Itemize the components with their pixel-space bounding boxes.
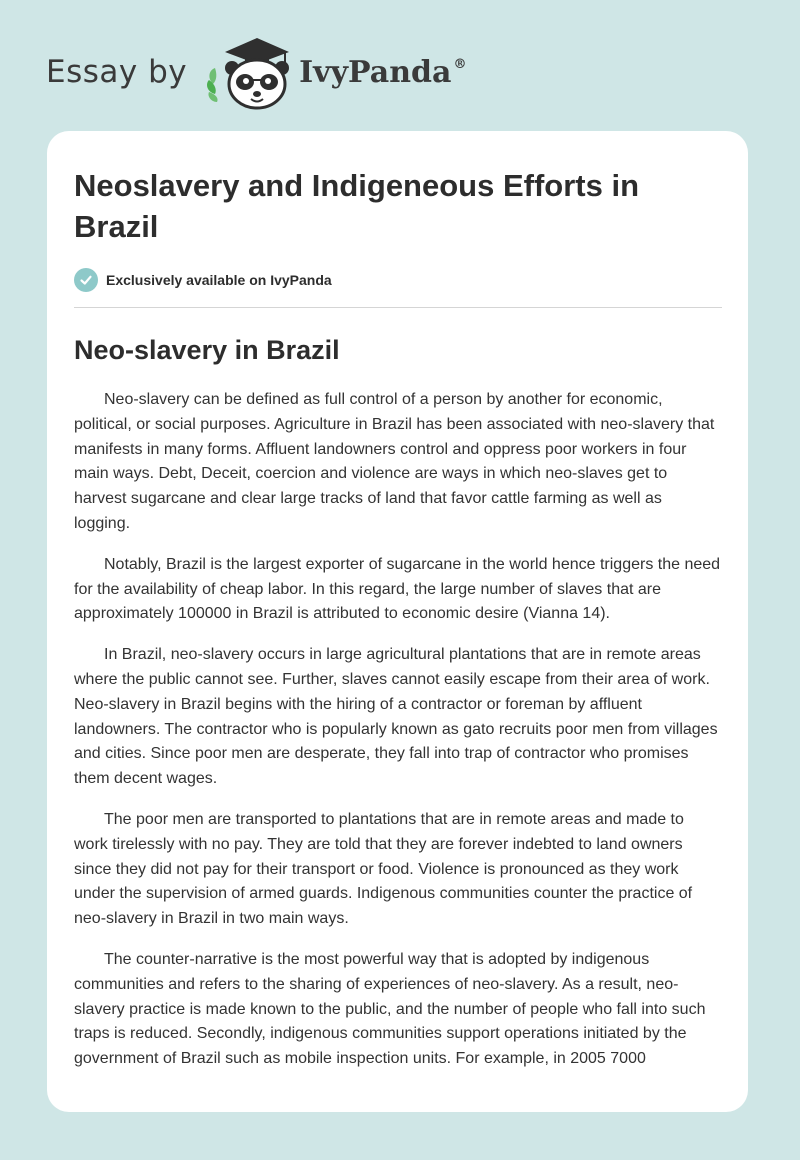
essay-title: Neoslavery and Indigeneous Efforts in Brazil	[74, 168, 640, 244]
essay-body	[74, 388, 722, 1072]
exclusive-label: Exclusively available on IvyPanda	[106, 272, 332, 288]
site-header	[46, 32, 466, 112]
paragraph: Neo-slavery can be defined as full control of a person by another for economic, political, or social purposes. Agriculture in Brazil has been associated with neo-slavery that manifests in many forms. Affluent landowners control and oppress poor workers in four main ways. Debt, Deceit, coercion and violence are ways in which neo-slaves get to harvest sugarcane and clear large tracks of land that favor cattle farming as well as logging.	[74, 391, 715, 532]
registered-mark: ®	[453, 56, 467, 72]
exclusive-badge	[74, 268, 722, 292]
paragraph: The poor men are transported to plantations that are in remote areas and made to work tirelessly with no pay. They are told that they are forever indebted to land owners since they did not pay for their transport or food. Violence is pronounced as they work under the supervision of armed guards. Indigenous communities counter the practice of neo-slavery in Brazil in two main ways.	[74, 810, 693, 928]
essay-card	[47, 131, 748, 1112]
paragraph: Notably, Brazil is the largest exporter of sugarcane in the world hence triggers the need for the availability of cheap labor. In this regard, the large number of slaves that are approximately 100000 in Brazil is attributed to economic desire (Vianna 14).	[74, 555, 721, 623]
paragraph: The counter-narrative is the most powerful way that is adopted by indigenous communities and refers to the sharing of experiences of neo-slavery. As a result, neo-slavery practice is made known to the public, and the number of people who fall into such traps is reduced. Secondly, indigenous communities support operations initiated by the government of Brazil such as mobile inspection units. For example, in 2005 7000	[74, 950, 706, 1068]
check-icon	[74, 268, 98, 292]
section-heading: Neo-slavery in Brazil	[74, 335, 340, 365]
panda-logo-icon[interactable]	[205, 32, 295, 112]
essay-by-label: Essay by	[46, 54, 188, 90]
brand-text: IvyPanda	[299, 54, 452, 90]
paragraph: In Brazil, neo-slavery occurs in large agricultural plantations that are in remote areas where the public cannot see. Further, slaves cannot easily escape from their area of work. Neo-slavery in Brazil begins with the hiring of a contractor or foreman by affluent landowners. The contractor who is popularly known as gato recruits poor men from villages and cities. Since poor men are desperate, they fall into trap of contractor who promises them decent wages.	[74, 646, 718, 788]
brand-name[interactable]	[299, 55, 466, 90]
divider	[74, 307, 722, 308]
